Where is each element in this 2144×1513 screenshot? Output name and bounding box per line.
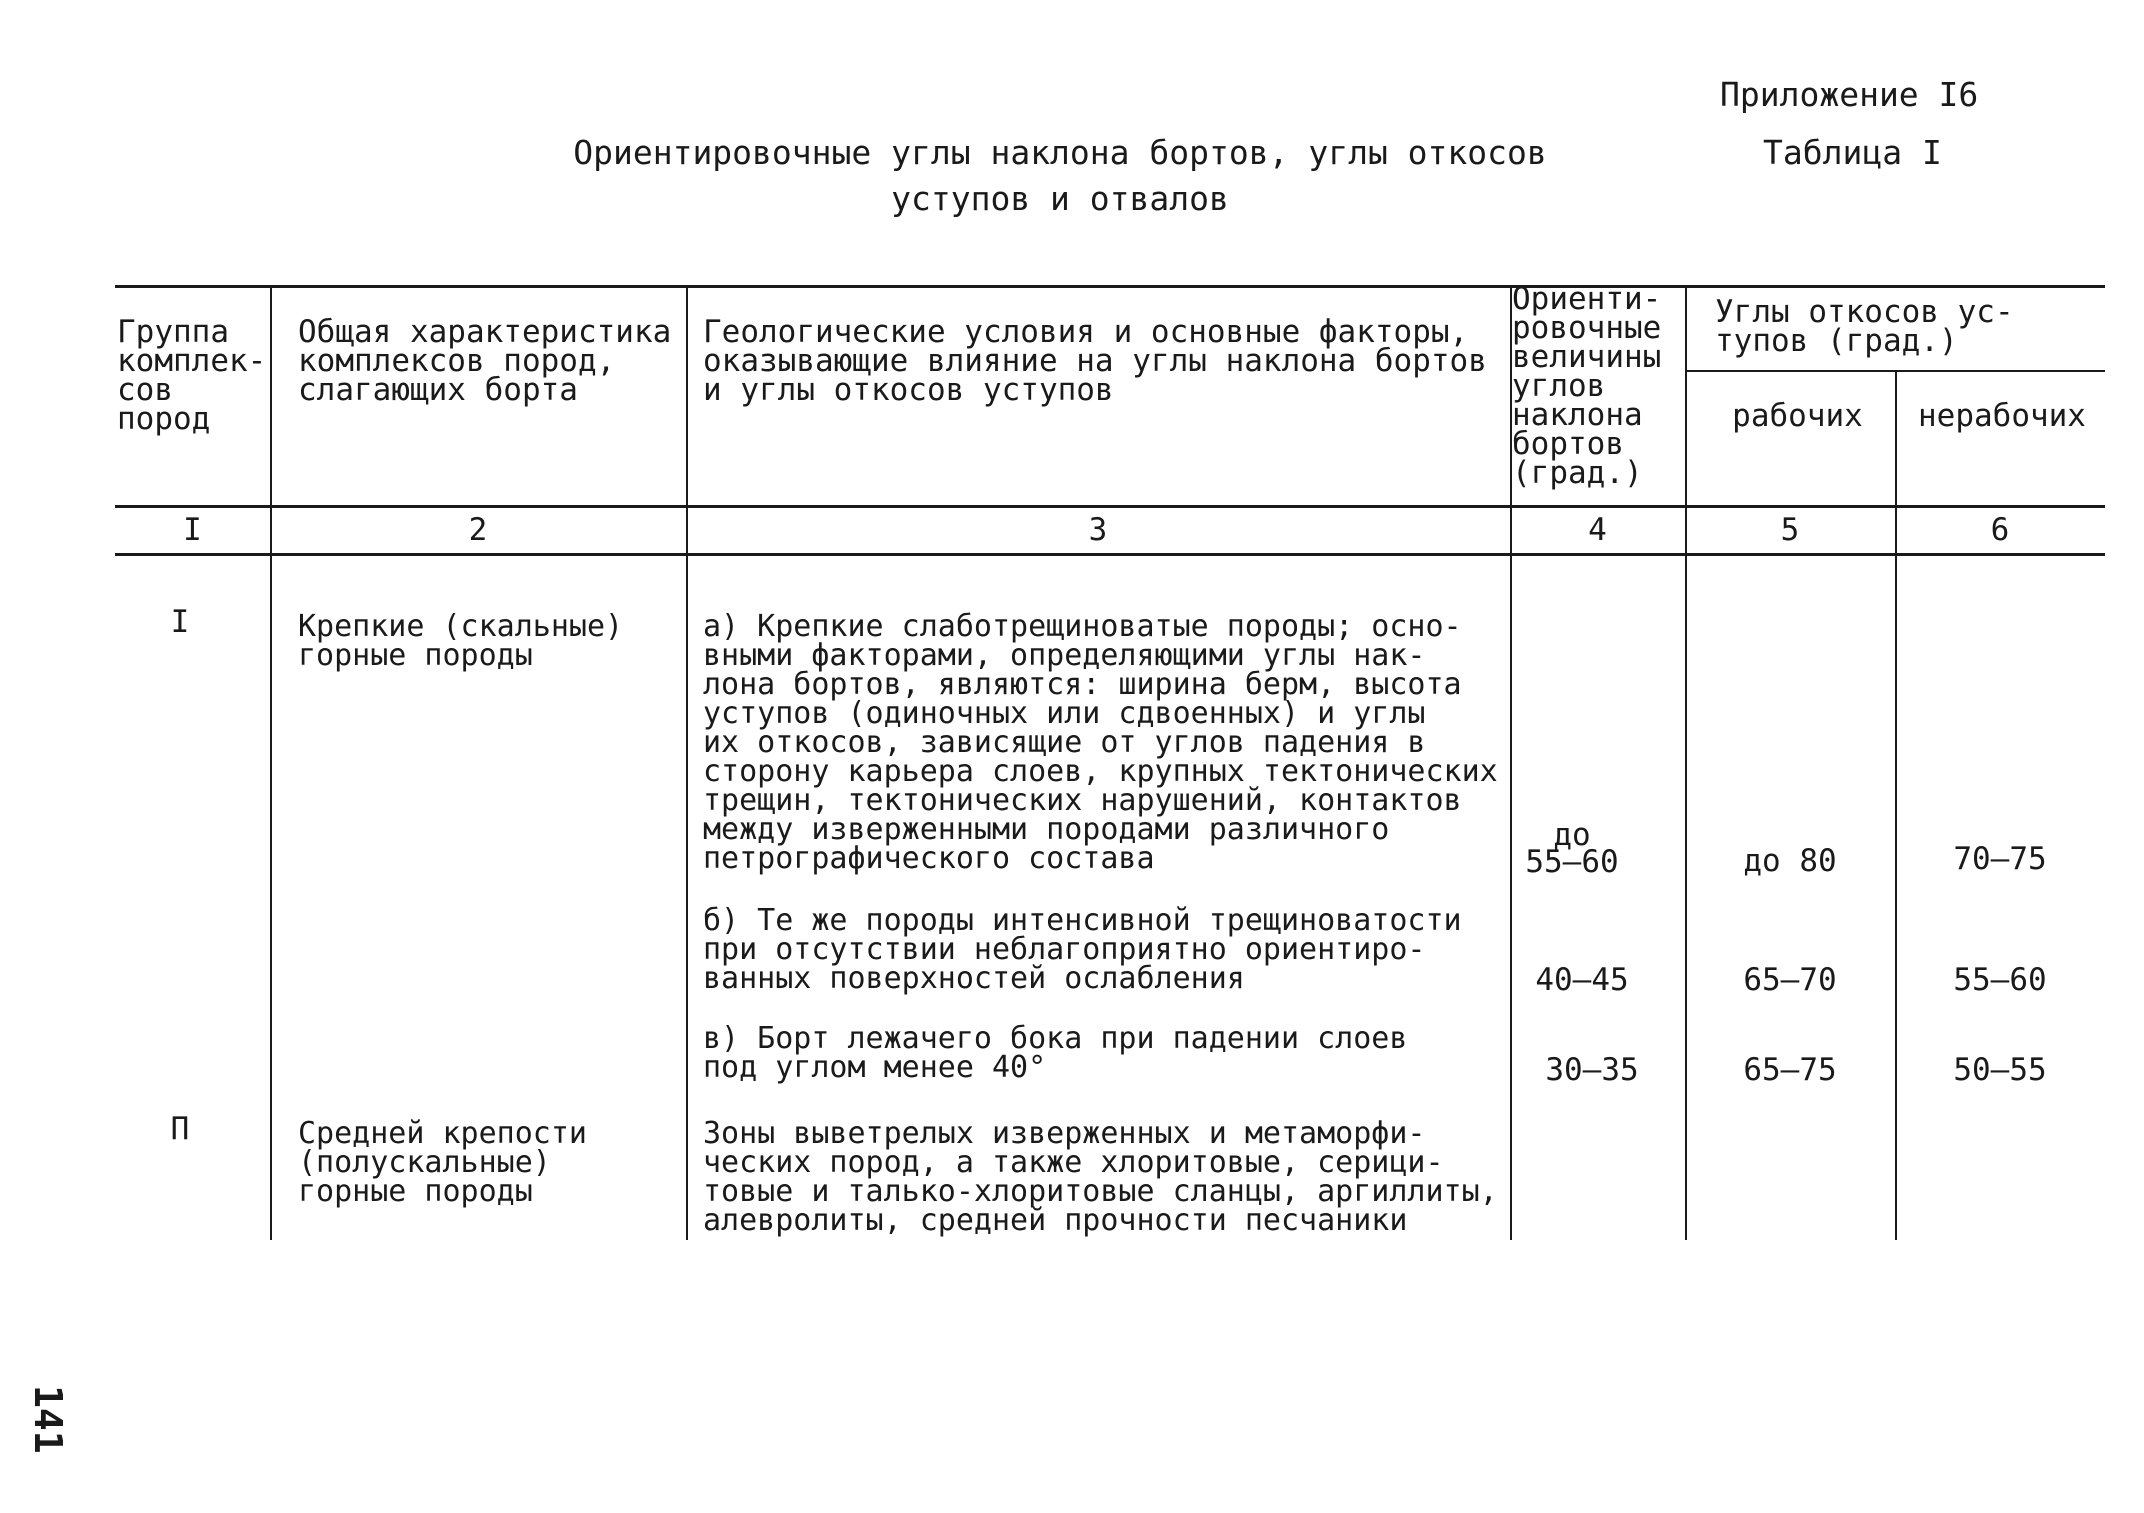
header-slope-angle: Ориенти- ровочные величины углов наклона бортов (град.) [1512,281,1662,491]
page-number: 141 [26,1385,70,1454]
col-number-3: 3 [1088,512,1108,548]
title-line-1: Ориентировочные углы наклона бортов, углы откосов [573,133,1547,172]
condition-b-nonworking: 55–60 [1953,962,2047,998]
condition-b-slope: 40–45 [1535,962,1629,998]
condition-a-working: до 80 [1743,843,1837,879]
col-divider-5 [1895,370,1897,1240]
group-characteristic: Крепкие (скальные) горные породы [298,609,624,673]
col-divider-4 [1685,285,1687,1240]
header-nonworking: нерабочих [1918,398,2086,434]
condition-a-slope: до 55–60 [1525,817,1619,880]
numbers-bottom-rule [115,553,2105,556]
header-group: Группа комплек- сов пород [117,314,267,437]
header-working: рабочих [1732,398,1863,434]
col-divider-1 [270,285,272,1240]
col-number-1: I [183,512,202,548]
condition-b-text: б) Те же породы интенсивной трещиноватости при отсутствии неблагоприятно ориентиро- ванных поверхностей ослабления [703,903,1462,996]
col-number-4: 4 [1588,512,1607,548]
header-bench-angles: Углы откосов ус- тупов (град.) [1715,294,2014,359]
col-number-5: 5 [1780,512,1800,548]
condition-c-working: 65–75 [1743,1052,1837,1088]
col-number-2: 2 [468,512,488,548]
condition-b-working: 65–70 [1743,962,1837,998]
condition-c-slope: 30–35 [1545,1052,1639,1088]
group-number: I [170,604,190,640]
header-conditions: Геологические условия и основные факторы, оказывающие влияние на углы наклона бортов и углы откосов уступов [703,314,1487,408]
header-bottom-rule [115,505,2105,508]
table-label: Таблица I [1763,133,1942,172]
appendix-label: Приложение I6 [1720,75,1979,114]
document-title [560,130,1560,222]
col-number-6: 6 [1990,512,2010,548]
condition-text: Зоны выветрелых изверженных и метаморфи- ческих пород, а также хлоритовые, серици- товые и талько-хлоритовые сланцы, аргиллиты, алевролиты, средней прочности песчаники [703,1116,1498,1238]
table-top-rule [115,285,2105,288]
condition-a-nonworking: 70–75 [1953,841,2047,877]
condition-c-text: в) Борт лежачего бока при падении слоев под углом менее 40° [703,1021,1408,1085]
header-characteristic: Общая характеристика комплексов пород, слагающих борта [298,314,672,408]
title-line-2: уступов и отвалов [891,179,1229,218]
condition-a-text: а) Крепкие слаботрещиноватые породы; осно- вными факторами, определяющими углы нак- лона бортов, являются: ширина берм, высота уступов (одиночных или сдвоенных) и углы их откосов, зависящие от углов падения в сторону карьера слоев, крупных тектонических трещин, тектонических нарушений, контактов между изверженными породами различного петрографического состава [703,609,1498,876]
group-characteristic: Средней крепости (полускальные) горные породы [298,1116,587,1209]
group-number: П [170,1111,190,1147]
col-divider-2 [686,285,688,1240]
condition-c-nonworking: 50–55 [1953,1052,2047,1088]
